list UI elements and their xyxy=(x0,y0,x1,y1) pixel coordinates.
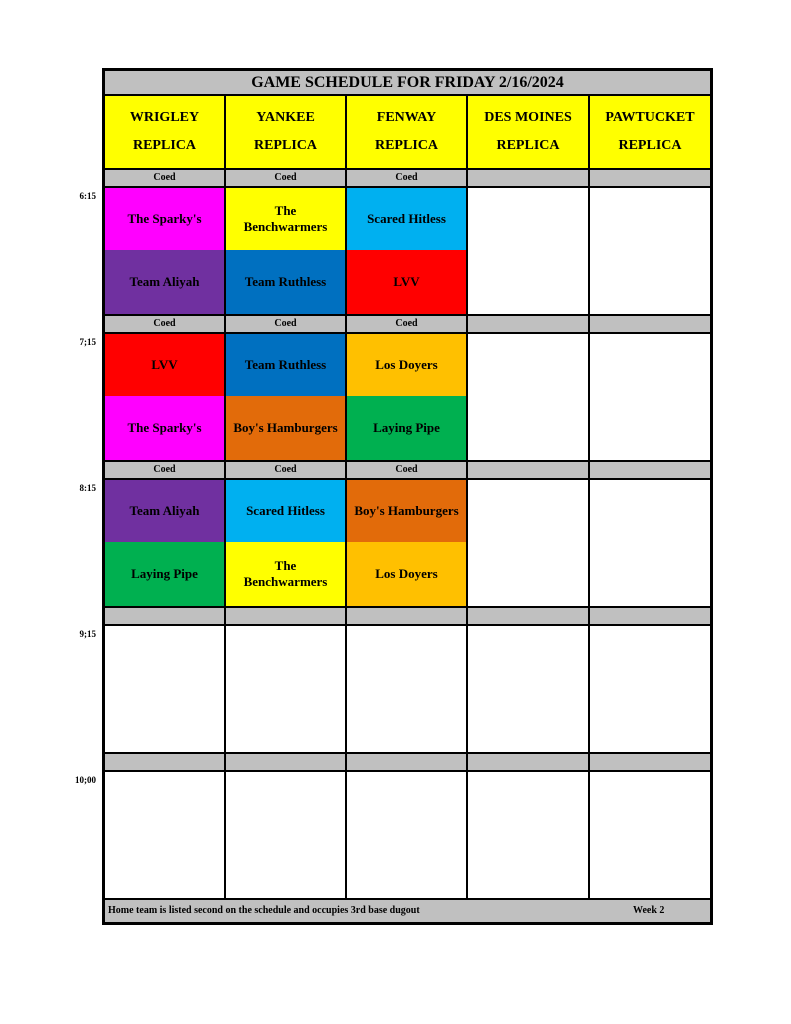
away-team: The Sparky's xyxy=(105,188,224,250)
division-label: Coed xyxy=(226,462,345,478)
home-team: Laying Pipe xyxy=(347,396,466,460)
field-header xyxy=(468,96,588,168)
home-team: Los Doyers xyxy=(347,542,466,606)
division-label xyxy=(468,608,588,624)
division-label xyxy=(468,316,588,332)
away-team: Boy's Hamburgers xyxy=(347,480,466,542)
division-label: Coed xyxy=(105,462,224,478)
division-label xyxy=(590,754,710,770)
empty-game-slot xyxy=(590,334,710,460)
away-team: The Benchwarmers xyxy=(226,188,345,250)
field-name: PAWTUCKET xyxy=(605,109,695,125)
empty-game-slot xyxy=(468,626,588,752)
empty-game-slot xyxy=(347,772,466,898)
away-team: Scared Hitless xyxy=(226,480,345,542)
empty-game-slot xyxy=(590,626,710,752)
home-team: Laying Pipe xyxy=(105,542,224,606)
schedule-table xyxy=(102,68,713,925)
division-label xyxy=(590,170,710,186)
empty-game-slot xyxy=(226,772,345,898)
division-label xyxy=(590,462,710,478)
time-label: 7;15 xyxy=(79,337,96,347)
division-label xyxy=(468,170,588,186)
empty-game-slot xyxy=(468,188,588,314)
field-subtitle: REPLICA xyxy=(496,137,560,153)
field-subtitle: REPLICA xyxy=(618,137,682,153)
footer-bar xyxy=(105,900,710,922)
division-label xyxy=(226,754,345,770)
time-label: 10;00 xyxy=(75,775,96,785)
schedule-title: GAME SCHEDULE FOR FRIDAY 2/16/2024 xyxy=(105,71,710,94)
footer-note: Home team is listed second on the schedule and occupies 3rd base dugout xyxy=(108,905,420,916)
time-label: 8:15 xyxy=(79,483,96,493)
division-label: Coed xyxy=(347,170,466,186)
empty-game-slot xyxy=(105,626,224,752)
field-subtitle: REPLICA xyxy=(374,137,438,153)
field-header xyxy=(590,96,710,168)
home-team: The Sparky's xyxy=(105,396,224,460)
division-label: Coed xyxy=(347,462,466,478)
home-team: The Benchwarmers xyxy=(226,542,345,606)
division-label xyxy=(347,608,466,624)
division-label xyxy=(226,608,345,624)
division-label: Coed xyxy=(226,316,345,332)
empty-game-slot xyxy=(347,626,466,752)
division-label xyxy=(590,608,710,624)
week-label: Week 2 xyxy=(633,905,665,916)
time-label: 6:15 xyxy=(79,191,96,201)
field-name: DES MOINES xyxy=(484,109,572,125)
field-header xyxy=(226,96,345,168)
field-name: YANKEE xyxy=(256,109,315,125)
away-team: Los Doyers xyxy=(347,334,466,396)
empty-game-slot xyxy=(590,772,710,898)
home-team: Boy's Hamburgers xyxy=(226,396,345,460)
empty-game-slot xyxy=(590,188,710,314)
field-header xyxy=(105,96,224,168)
home-team: LVV xyxy=(347,250,466,314)
away-team: Team Aliyah xyxy=(105,480,224,542)
empty-game-slot xyxy=(226,626,345,752)
away-team: Team Ruthless xyxy=(226,334,345,396)
field-name: FENWAY xyxy=(376,109,437,125)
home-team: Team Aliyah xyxy=(105,250,224,314)
division-label xyxy=(105,754,224,770)
division-label xyxy=(468,462,588,478)
away-team: LVV xyxy=(105,334,224,396)
empty-game-slot xyxy=(105,772,224,898)
field-name: WRIGLEY xyxy=(129,109,200,125)
division-label xyxy=(105,608,224,624)
empty-game-slot xyxy=(468,772,588,898)
division-label: Coed xyxy=(226,170,345,186)
division-label xyxy=(347,754,466,770)
field-header xyxy=(347,96,466,168)
field-subtitle: REPLICA xyxy=(132,137,196,153)
empty-game-slot xyxy=(590,480,710,606)
division-label: Coed xyxy=(105,316,224,332)
away-team: Scared Hitless xyxy=(347,188,466,250)
division-label: Coed xyxy=(105,170,224,186)
field-subtitle: REPLICA xyxy=(253,137,317,153)
division-label xyxy=(590,316,710,332)
empty-game-slot xyxy=(468,480,588,606)
division-label xyxy=(468,754,588,770)
time-label: 9;15 xyxy=(79,629,96,639)
division-label: Coed xyxy=(347,316,466,332)
home-team: Team Ruthless xyxy=(226,250,345,314)
empty-game-slot xyxy=(468,334,588,460)
